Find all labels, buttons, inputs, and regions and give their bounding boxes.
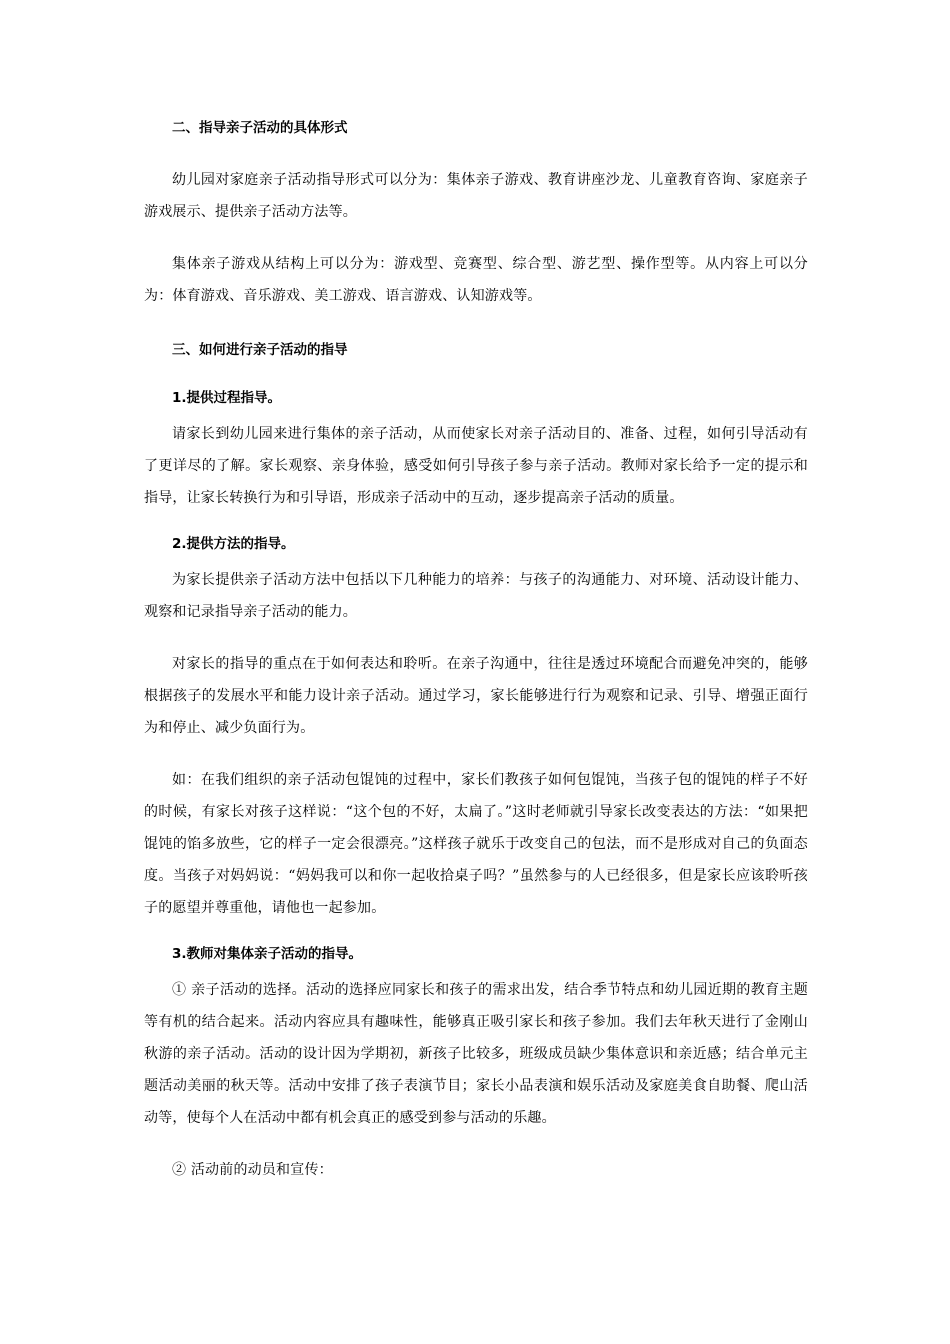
- paragraph-guidance-focus: 对家长的指导的重点在于如何表达和聆听。在亲子沟通中，往往是透过环境配合而避免冲突的，能够根据孩子的发展水平和能力设计亲子活动。通过学习，家长能够进行行为观察和记录、引导、增强正面行为和停止、减少负面行为。: [144, 656, 808, 736]
- subheading-process-guidance: 1.提供过程指导。: [172, 390, 282, 406]
- section-heading-2: 二、指导亲子活动的具体形式: [172, 120, 348, 136]
- paragraph-method-guidance: 为家长提供亲子活动方法中包括以下几种能力的培养：与孩子的沟通能力、对环境、活动设计能力、观察和记录指导亲子活动的能力。: [144, 572, 808, 620]
- paragraph-dumpling-example: 如：在我们组织的亲子活动包馄饨的过程中，家长们教孩子如何包馄饨，当孩子包的馄饨的样子不好的时候，有家长对孩子这样说：“这个包的不好，太扁了。”这时老师就引导家长改变表达的方法：“如果把馄饨的馅多放些，它的样子一定会很漂亮。”这样孩子就乐于改变自己的包法，而不是形成对自己的负面态度。当孩子对妈妈说：“妈妈我可以和你一起收拾桌子吗？”虽然参与的人已经很多，但是家长应该聆听孩子的愿望并尊重他，请他也一起参加。: [144, 772, 808, 916]
- paragraph-guidance-forms: 幼儿园对家庭亲子活动指导形式可以分为：集体亲子游戏、教育讲座沙龙、儿童教育咨询、家庭亲子游戏展示、提供亲子活动方法等。: [144, 172, 808, 220]
- paragraph-activity-choice: ① 亲子活动的选择。活动的选择应同家长和孩子的需求出发，结合季节特点和幼儿园近期的教育主题等有机的结合起来。活动内容应具有趣味性，能够真正吸引家长和孩子参加。我们去年秋天进行了金刚山秋游的亲子活动。活动的设计因为学期初，新孩子比较多，班级成员缺少集体意识和亲近感；结合单元主题活动美丽的秋天等。活动中安排了孩子表演节目；家长小品表演和娱乐活动及家庭美食自助餐、爬山活动等，使每个人在活动中都有机会真正的感受到参与活动的乐趣。: [144, 982, 808, 1126]
- paragraph-process-guidance: 请家长到幼儿园来进行集体的亲子活动，从而使家长对亲子活动目的、准备、过程，如何引导活动有了更详尽的了解。家长观察、亲身体验，感受如何引导孩子参与亲子活动。教师对家长给予一定的提示和指导，让家长转换行为和引导语，形成亲子活动中的互动，逐步提高亲子活动的质量。: [144, 426, 808, 506]
- subheading-teacher-guidance: 3.教师对集体亲子活动的指导。: [172, 946, 363, 962]
- document-page: [144, 118, 808, 1186]
- section-heading-3: 三、如何进行亲子活动的指导: [172, 342, 348, 358]
- paragraph-group-games: 集体亲子游戏从结构上可以分为：游戏型、竞赛型、综合型、游艺型、操作型等。从内容上可以分为：体育游戏、音乐游戏、美工游戏、语言游戏、认知游戏等。: [144, 256, 808, 304]
- subheading-method-guidance: 2.提供方法的指导。: [172, 536, 295, 552]
- paragraph-mobilization: ② 活动前的动员和宣传：: [172, 1162, 333, 1178]
